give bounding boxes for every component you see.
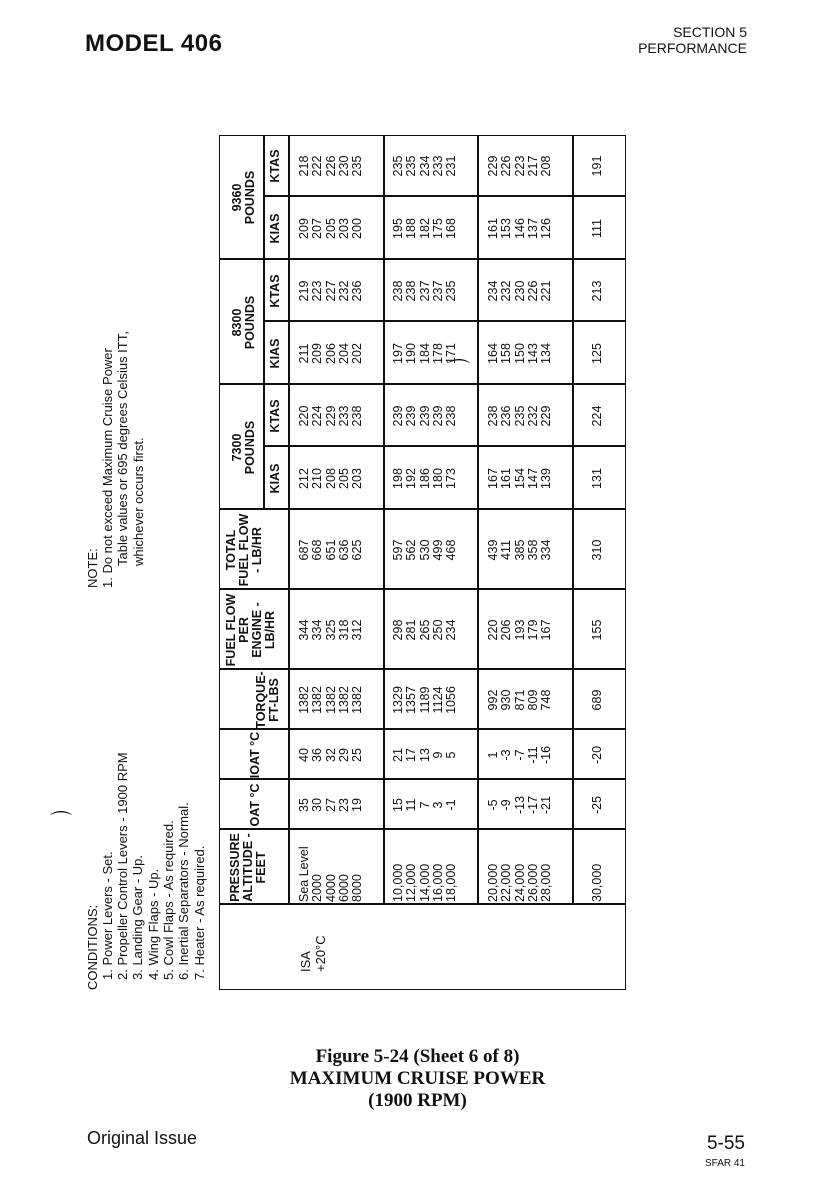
table-cell-torque: 1382: [310, 686, 325, 714]
table-cell-alt: 14,000: [417, 863, 432, 902]
table-cell-ioat: 25: [350, 748, 365, 762]
table-cell-kias9360: 175: [430, 218, 445, 239]
table-cell-kias9360: 195: [391, 218, 405, 239]
table-cell-alt: 16,000: [430, 863, 445, 902]
table-cell-kias9360: 168: [444, 218, 459, 239]
table-cell-tff: 468: [444, 539, 459, 561]
table-cell-ktas8300: 232: [499, 280, 514, 302]
table-cell-ffe: 312: [350, 619, 365, 641]
table-cell-ioat: -3: [499, 749, 514, 761]
table-cell-torque: 809: [525, 689, 540, 711]
table-cell-torque: 871: [512, 689, 527, 711]
header-ktas: KTAS: [268, 399, 282, 433]
table-cell-kias9360: 200: [350, 218, 365, 239]
table-cell-ioat: -16: [539, 745, 554, 765]
issue-label: Original Issue: [87, 1128, 198, 1148]
table-cell-ktas7300: 232: [525, 405, 540, 427]
note-line: whichever occurs first.: [131, 437, 146, 566]
table-cell-ktas8300: 234: [486, 280, 500, 302]
table-cell-ffe: 281: [404, 619, 419, 641]
table-cell-ktas7300: 229: [323, 405, 338, 427]
table-cell-kias7300: 205: [336, 468, 351, 489]
table-cell-kias7300: 139: [539, 468, 554, 489]
table-cell-kias7300: 212: [297, 468, 311, 489]
table-cell-torque: 748: [539, 689, 554, 711]
table-cell-ktas7300: 239: [417, 405, 432, 427]
note-line: 1. Do not exceed Maximum Cruise Power: [100, 348, 115, 588]
table-cell-ktas9360: 191: [590, 155, 604, 177]
table-cell-ktas9360: 222: [310, 155, 325, 177]
table-cell-kias8300: 150: [512, 343, 527, 364]
table-cell-alt: 28,000: [539, 863, 554, 902]
table-cell-kias7300: 147: [525, 468, 540, 489]
table-cell-kias9360: 153: [499, 218, 514, 239]
table-cell-kias9360: 203: [336, 218, 351, 239]
table-cell-kias8300: 202: [350, 343, 365, 364]
condition-item: 7. Heater - As required.: [192, 845, 207, 980]
table-cell-ioat: 9: [430, 751, 445, 759]
table-cell-torque: 930: [499, 689, 514, 711]
caption-line: Figure 5-24 (Sheet 6 of 8): [315, 1046, 520, 1067]
table-cell-kias8300: 158: [499, 343, 514, 364]
condition-item: 6. Inertial Separators - Normal.: [176, 802, 191, 980]
table-cell-ktas7300: 224: [590, 405, 604, 427]
page-number: 5-55: [706, 1133, 745, 1154]
table-cell-ktas7300: 239: [391, 405, 405, 427]
table-cell-ktas8300: 238: [404, 280, 419, 302]
table-cell-alt: 2000: [310, 874, 325, 902]
section-number: SECTION 5: [673, 24, 747, 40]
table-cell-alt: 6000: [336, 874, 351, 902]
table-cell-oat: 23: [336, 798, 351, 812]
table-cell-ktas8300: 230: [512, 280, 527, 302]
table-cell-ktas8300: 213: [590, 280, 604, 302]
table-cell-tff: 530: [417, 539, 432, 561]
table-cell-tff: 636: [336, 539, 351, 561]
table-cell-ktas8300: 235: [444, 280, 459, 302]
table-cell-oat: 30: [310, 798, 325, 812]
table-cell-ktas9360: 235: [350, 155, 365, 177]
table-cell-oat: -9: [499, 799, 514, 811]
table-cell-kias9360: 209: [297, 218, 311, 239]
table-cell-kias7300: 161: [499, 468, 514, 489]
table-cell-kias7300: 203: [350, 468, 365, 489]
binding-mark-left: ⌒: [50, 811, 73, 836]
table-cell-ffe: 167: [539, 619, 554, 641]
table-cell-tff: 411: [499, 540, 514, 560]
table-cell-ktas8300: 223: [310, 280, 325, 302]
table-cell-ktas7300: 235: [512, 405, 527, 427]
table-cell-ktas7300: 220: [297, 405, 311, 427]
table-cell-kias9360: 137: [525, 218, 540, 239]
table-cell-alt: 8000: [350, 874, 365, 902]
table-cell-ktas8300: 221: [539, 280, 554, 302]
table-cell-alt: 24,000: [512, 863, 527, 902]
header-ktas: KTAS: [268, 274, 282, 308]
table-cell-ioat: 5: [444, 751, 459, 759]
table-cell-alt: 10,000: [391, 863, 405, 902]
table-cell-ktas8300: 219: [297, 280, 311, 302]
table-cell-kias9360: 126: [539, 218, 554, 239]
table-cell-kias8300: 209: [310, 343, 325, 364]
table-cell-ffe: 298: [391, 619, 405, 641]
table-cell-ktas9360: 231: [444, 155, 459, 177]
table-cell-ffe: 265: [417, 619, 432, 641]
table-cell-alt: 18,000: [444, 863, 459, 902]
table-cell-kias8300: 211: [297, 343, 311, 364]
table-cell-oat: -13: [512, 795, 527, 815]
table-cell-ktas8300: 236: [350, 280, 365, 302]
table-cell-kias8300: 164: [486, 343, 500, 364]
table-cell-ktas9360: 234: [417, 155, 432, 177]
table-cell-ktas7300: 238: [444, 405, 459, 427]
table-cell-tff: 439: [486, 539, 500, 561]
table-cell-tff: 499: [430, 539, 445, 561]
table-cell-ktas7300: 229: [539, 405, 554, 427]
table-cell-ktas7300: 236: [499, 405, 514, 427]
table-cell-tff: 687: [297, 539, 311, 561]
table-cell-kias8300: 204: [336, 343, 351, 364]
table-cell-torque: 1189: [417, 686, 432, 714]
table-cell-ktas8300: 226: [525, 280, 540, 302]
header-kias: KIAS: [268, 338, 282, 369]
table-cell-tff: 385: [512, 539, 527, 561]
table-cell-ktas8300: 227: [323, 280, 338, 302]
section-heading: [638, 24, 747, 56]
table-cell-ioat: 1: [486, 751, 500, 759]
table-cell-ktas9360: 226: [323, 155, 338, 177]
table-cell-ioat: -11: [525, 746, 540, 764]
table-cell-kias7300: 173: [444, 468, 459, 489]
table-cell-oat: -5: [486, 799, 500, 811]
table-cell-ktas7300: 239: [404, 405, 419, 427]
table-cell-alt: 20,000: [486, 863, 500, 902]
table-cell-kias7300: 131: [590, 468, 604, 489]
table-cell-alt: 30,000: [590, 863, 604, 902]
table-cell-kias8300: 134: [539, 343, 554, 364]
table-cell-ffe: 179: [525, 619, 540, 641]
table-cell-ktas9360: 218: [297, 155, 311, 177]
table-cell-oat: -25: [590, 795, 604, 815]
table-cell-ioat: 36: [310, 748, 325, 762]
table-cell-oat: -17: [525, 795, 540, 815]
table-cell-oat: 19: [350, 798, 365, 812]
table-cell-ioat: -7: [512, 749, 527, 761]
table-cell-kias7300: 154: [512, 468, 527, 489]
table-cell-tff: 625: [350, 539, 365, 561]
table-cell-ffe: 344: [297, 619, 311, 641]
header-oat: OAT °C: [248, 783, 262, 827]
table-cell-ktas8300: 238: [391, 280, 405, 302]
table-cell-ffe: 250: [430, 619, 445, 641]
table-cell-ioat: 21: [391, 748, 405, 762]
table-cell-oat: 11: [404, 798, 419, 812]
table-cell-kias9360: 205: [323, 218, 338, 239]
sfar-label: SFAR 41: [704, 1158, 745, 1169]
table-cell-ktas9360: 217: [525, 155, 540, 177]
table-cell-kias9360: 182: [417, 218, 432, 239]
table-cell-ktas8300: 237: [430, 280, 445, 302]
table-cell-kias7300: 186: [417, 468, 432, 489]
table-cell-ioat: 40: [297, 748, 311, 762]
table-cell-kias9360: 161: [486, 218, 500, 239]
table-cell-alt: Sea Level: [297, 846, 311, 902]
table-cell-ktas9360: 235: [404, 155, 419, 177]
table-cell-kias8300: 184: [417, 343, 432, 364]
table-cell-ktas7300: 238: [350, 405, 365, 427]
table-cell-oat: 27: [323, 798, 338, 812]
table-cell-tff: 358: [525, 539, 540, 561]
table-cell-oat: 3: [430, 801, 445, 809]
isa-label: ISA +20°C: [298, 935, 328, 972]
table-cell-torque: 689: [590, 689, 604, 711]
condition-item: 3. Landing Gear - Up.: [130, 854, 145, 980]
table-cell-ktas9360: 233: [430, 155, 445, 177]
table-cell-ioat: 13: [417, 748, 432, 762]
table-cell-kias7300: 198: [391, 468, 405, 489]
table-cell-alt: 4000: [323, 874, 338, 902]
header-pressure-altitude: PRESSURE ALTITUDE - FEET: [228, 833, 268, 902]
condition-item: 1. Power Levers - Set.: [100, 851, 115, 980]
table-cell-ktas7300: 239: [430, 405, 445, 427]
condition-item: 2. Propeller Control Levers - 1900 RPM: [115, 752, 130, 980]
rotated-performance-block: [85, 135, 630, 990]
table-cell-kias8300: 206: [323, 343, 338, 364]
table-cell-oat: 35: [297, 798, 311, 812]
table-cell-kias8300: 197: [391, 343, 405, 364]
model-title: MODEL 406: [85, 30, 223, 57]
table-cell-ioat: 32: [323, 748, 338, 762]
binding-mark-right: ⌒: [448, 359, 471, 384]
table-cell-torque: 992: [486, 689, 500, 711]
table-cell-ffe: 193: [512, 619, 527, 641]
header-weight-7300: 7300 POUNDS: [230, 420, 257, 475]
header-fuel-flow-engine: FUEL FLOW PER ENGINE - LB/HR: [224, 593, 277, 667]
conditions-title: CONDITIONS:: [85, 904, 100, 990]
table-cell-torque: 1329: [391, 686, 405, 714]
table-cell-ktas9360: 226: [499, 155, 514, 177]
section-subtitle: PERFORMANCE: [638, 40, 747, 56]
table-cell-kias9360: 111: [590, 219, 604, 239]
table-cell-oat: 7: [417, 801, 432, 809]
header-weight-8300: 8300 POUNDS: [230, 295, 257, 350]
table-cell-tff: 651: [323, 539, 338, 561]
header-total-fuel-flow: TOTAL FUEL FLOW - LB/HR: [224, 513, 264, 587]
table-cell-kias7300: 180: [430, 468, 445, 489]
table-cell-kias7300: 192: [404, 468, 419, 489]
note-title: NOTE:: [85, 548, 100, 588]
table-cell-kias7300: 210: [310, 468, 325, 489]
table-cell-ktas9360: 235: [391, 155, 405, 177]
table-cell-ktas8300: 232: [336, 280, 351, 302]
table-cell-tff: 562: [404, 539, 419, 561]
table-cell-torque: 1382: [350, 686, 365, 714]
header-torque: TORQUE- FT-LBS: [254, 671, 281, 729]
table-cell-torque: 1382: [297, 686, 311, 714]
table-cell-ffe: 155: [590, 619, 604, 641]
figure-caption: [0, 1046, 835, 1112]
table-cell-oat: -21: [539, 795, 554, 815]
table-cell-ktas9360: 223: [512, 155, 527, 177]
table-cell-alt: 26,000: [525, 863, 540, 902]
table-cell-alt: 12,000: [404, 863, 419, 902]
header-ioat: IOAT °C: [248, 731, 262, 779]
table-cell-kias9360: 207: [310, 218, 325, 239]
table-cell-ioat: 29: [336, 748, 351, 762]
table-cell-alt: 22,000: [499, 863, 514, 902]
table-cell-kias8300: 171: [444, 343, 459, 364]
header-weight-9360: 9360 POUNDS: [230, 170, 257, 225]
table-cell-ffe: 234: [444, 619, 459, 641]
table-cell-tff: 310: [590, 539, 604, 561]
table-cell-tff: 597: [391, 539, 405, 561]
table-cell-ffe: 206: [499, 619, 514, 641]
condition-item: 4. Wing Flaps - Up.: [146, 868, 161, 980]
table-cell-ktas7300: 233: [336, 405, 351, 427]
table-cell-torque: 1382: [336, 686, 351, 714]
table-cell-ktas7300: 224: [310, 405, 325, 427]
table-cell-oat: 15: [391, 798, 405, 812]
table-cell-ktas7300: 238: [486, 405, 500, 427]
caption-line: MAXIMUM CRUISE POWER: [289, 1068, 546, 1089]
table-cell-torque: 1382: [323, 686, 338, 714]
table-cell-ffe: 220: [486, 619, 500, 641]
table-cell-kias7300: 167: [486, 468, 500, 489]
table-cell-ffe: 334: [310, 619, 325, 641]
condition-item: 5. Cowl Flaps - As required.: [161, 820, 176, 980]
caption-line: (1900 RPM): [368, 1090, 467, 1111]
header-kias: KIAS: [268, 213, 282, 244]
table-cell-oat: -1: [444, 799, 459, 811]
note-line: Table values or 695 degrees Celsius ITT,: [115, 331, 130, 566]
table-cell-tff: 668: [310, 539, 325, 561]
table-cell-ioat: 17: [404, 748, 419, 762]
table-cell-kias8300: 190: [404, 343, 419, 364]
table-cell-kias8300: 143: [525, 343, 540, 364]
table-cell-ktas9360: 229: [486, 155, 500, 177]
table-cell-ioat: -20: [590, 745, 604, 765]
table-cell-kias9360: 146: [512, 218, 527, 239]
table-cell-tff: 334: [539, 539, 554, 561]
header-kias: KIAS: [268, 463, 282, 494]
table-cell-kias9360: 188: [404, 218, 419, 239]
header-ktas: KTAS: [268, 149, 282, 183]
table-cell-torque: 1357: [404, 686, 419, 714]
table-cell-kias8300: 125: [590, 343, 604, 364]
table-cell-ffe: 325: [323, 619, 338, 641]
table-cell-kias7300: 208: [323, 468, 338, 489]
table-cell-kias8300: 178: [430, 343, 445, 364]
table-cell-ktas8300: 237: [417, 280, 432, 302]
table-cell-ktas9360: 230: [336, 155, 351, 177]
table-cell-torque: 1056: [444, 686, 459, 714]
table-cell-ktas9360: 208: [539, 155, 554, 177]
table-cell-torque: 1124: [430, 686, 445, 714]
table-cell-ffe: 318: [336, 619, 351, 641]
